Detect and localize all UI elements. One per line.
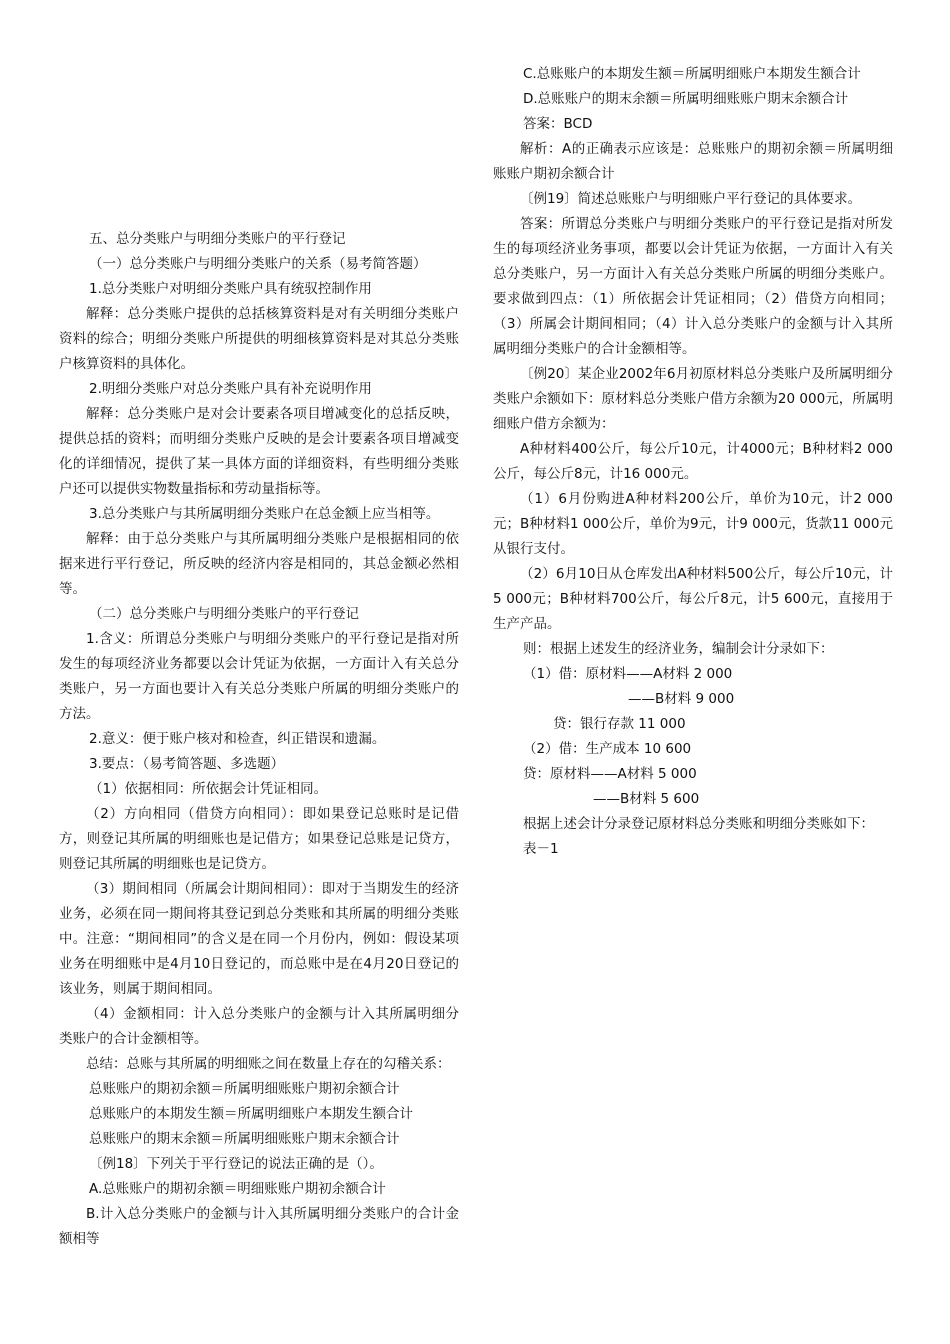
paragraph: （1）借：原材料——A材料 2 000 bbox=[523, 666, 733, 682]
paragraph: 则：根据上述发生的经济业务，编制会计分录如下： bbox=[523, 641, 834, 657]
paragraph: 解释：总分类账户是对会计要素各项目增减变化的总括反映，提供总括的资料；而明细分类账户反映的是会计要素各项目增减变化的详细情况，提供了某一具体方面的详细资料，有些明细分类账户还可以提供实物数量指标和劳动量指标等。 bbox=[59, 406, 459, 497]
paragraph: 3.总分类账户与其所属明细分类账户在总金额上应当相等。 bbox=[89, 506, 440, 522]
paragraph: 根据上述会计分录登记原材料总分类账和明细分类账如下： bbox=[523, 816, 874, 832]
paragraph: D.总账账户的期末余额＝所属明细账账户期末余额合计 bbox=[523, 91, 849, 107]
paragraph: 解释：总分类账户提供的总括核算资料是对有关明细分类账户资料的综合；明细分类账户所提供的明细核算资料是对其总分类账户核算资料的具体化。 bbox=[59, 306, 459, 372]
paragraph: 1.总分类账户对明细分类账户具有统驭控制作用 bbox=[89, 281, 372, 297]
paragraph: 答案：所谓总分类账户与明细分类账户的平行登记是指对所发生的每项经济业务事项，都要以会计凭证为依据，一方面计入有关总分类账户，另一方面计入有关总分类账户所属的明细分类账户。要求做到四点：（1）所依据会计凭证相同；（2）借贷方向相同；（3）所属会计期间相同；（4）计入总分类账户的金额与计入其所属明细分类账户的合计金额相等。 bbox=[493, 216, 893, 357]
paragraph: （一）总分类账户与明细分类账户的关系（易考简答题） bbox=[89, 256, 427, 272]
paragraph: 总账账户的期末余额＝所属明细账账户期末余额合计 bbox=[89, 1131, 400, 1147]
paragraph: 答案：BCD bbox=[523, 116, 593, 132]
paragraph: 2.意义：便于账户核对和检查，纠正错误和遗漏。 bbox=[89, 731, 386, 747]
paragraph: 总结：总账与其所属的明细账之间在数量上存在的勾稽关系： bbox=[86, 1056, 451, 1072]
paragraph: 〔例18〕下列关于平行登记的说法正确的是（）。 bbox=[89, 1156, 383, 1172]
paragraph: ——B材料 5 600 bbox=[593, 791, 700, 807]
paragraph: 〔例19〕简述总账账户与明细账户平行登记的具体要求。 bbox=[520, 191, 862, 207]
paragraph: （2）借：生产成本 10 600 bbox=[523, 741, 692, 757]
paragraph: 1.含义：所谓总分类账户与明细分类账户的平行登记是指对所发生的每项经济业务都要以会计凭证为依据，一方面计入有关总分类账户，另一方面也要计入有关总分类账户所属的明细分类账户的方法。 bbox=[59, 631, 459, 722]
paragraph: 2.明细分类账户对总分类账户具有补充说明作用 bbox=[89, 381, 372, 397]
paragraph: 3.要点：（易考简答题、多选题） bbox=[89, 756, 285, 772]
right-column bbox=[493, 62, 893, 862]
paragraph: A种材料400公斤，每公斤10元，计4000元；B种材料2 000公斤，每公斤8元，计16 000元。 bbox=[493, 441, 893, 482]
paragraph: （二）总分类账户与明细分类账户的平行登记 bbox=[89, 606, 359, 622]
paragraph: （4）金额相同：计入总分类账户的金额与计入其所属明细分类账户的合计金额相等。 bbox=[59, 1006, 459, 1047]
paragraph: ——B材料 9 000 bbox=[628, 691, 735, 707]
paragraph: （1）6月份购进A种材料200公斤，单价为10元，计2 000元；B种材料1 000公斤，单价为9元，计9 000元，货款11 000元从银行支付。 bbox=[493, 491, 893, 557]
paragraph: 〔例20〕某企业2002年6月初原材料总分类账户及所属明细分类账户余额如下：原材料总分类账户借方余额为20 000元，所属明细账户借方余额为： bbox=[493, 366, 893, 432]
paragraph: 总账账户的本期发生额＝所属明细账户本期发生额合计 bbox=[89, 1106, 413, 1122]
paragraph: 贷：原材料——A材料 5 000 bbox=[523, 766, 697, 782]
paragraph: 表－1 bbox=[523, 841, 559, 857]
paragraph: C.总账账户的本期发生额＝所属明细账户本期发生额合计 bbox=[523, 66, 861, 82]
paragraph: （3）期间相同（所属会计期间相同）：即对于当期发生的经济业务，必须在同一期间将其登记到总分类账和其所属的明细分类账中。注意：“期间相同”的含义是在同一个月份内，例如：假设某项业务在明细账中是4月10日登记的，而总账中是在4月20日登记的该业务，则属于期间相同。 bbox=[59, 881, 459, 997]
left-column bbox=[59, 227, 459, 1252]
paragraph: 解释：由于总分类账户与其所属明细分类账户是根据相同的依据来进行平行登记，所反映的经济内容是相同的，其总金额必然相等。 bbox=[59, 531, 459, 597]
paragraph: （1）依据相同：所依据会计凭证相同。 bbox=[89, 781, 328, 797]
paragraph: （2）6月10日从仓库发出A种材料500公斤，每公斤10元，计5 000元；B种材料700公斤，每公斤8元，计5 600元，直接用于生产产品。 bbox=[493, 566, 893, 632]
paragraph: A.总账账户的期初余额＝明细账账户期初余额合计 bbox=[89, 1181, 386, 1197]
paragraph: 贷：银行存款 11 000 bbox=[553, 716, 686, 732]
paragraph: B.计入总分类账户的金额与计入其所属明细分类账户的合计金额相等 bbox=[59, 1206, 459, 1247]
paragraph: 五、总分类账户与明细分类账户的平行登记 bbox=[89, 231, 346, 247]
paragraph: （2）方向相同（借贷方向相同）：即如果登记总账时是记借方，则登记其所属的明细账也是记借方；如果登记总账是记贷方，则登记其所属的明细账也是记贷方。 bbox=[59, 806, 459, 872]
paragraph: 总账账户的期初余额＝所属明细账账户期初余额合计 bbox=[89, 1081, 400, 1097]
paragraph: 解析：A的正确表示应该是：总账账户的期初余额＝所属明细账账户期初余额合计 bbox=[493, 141, 893, 182]
